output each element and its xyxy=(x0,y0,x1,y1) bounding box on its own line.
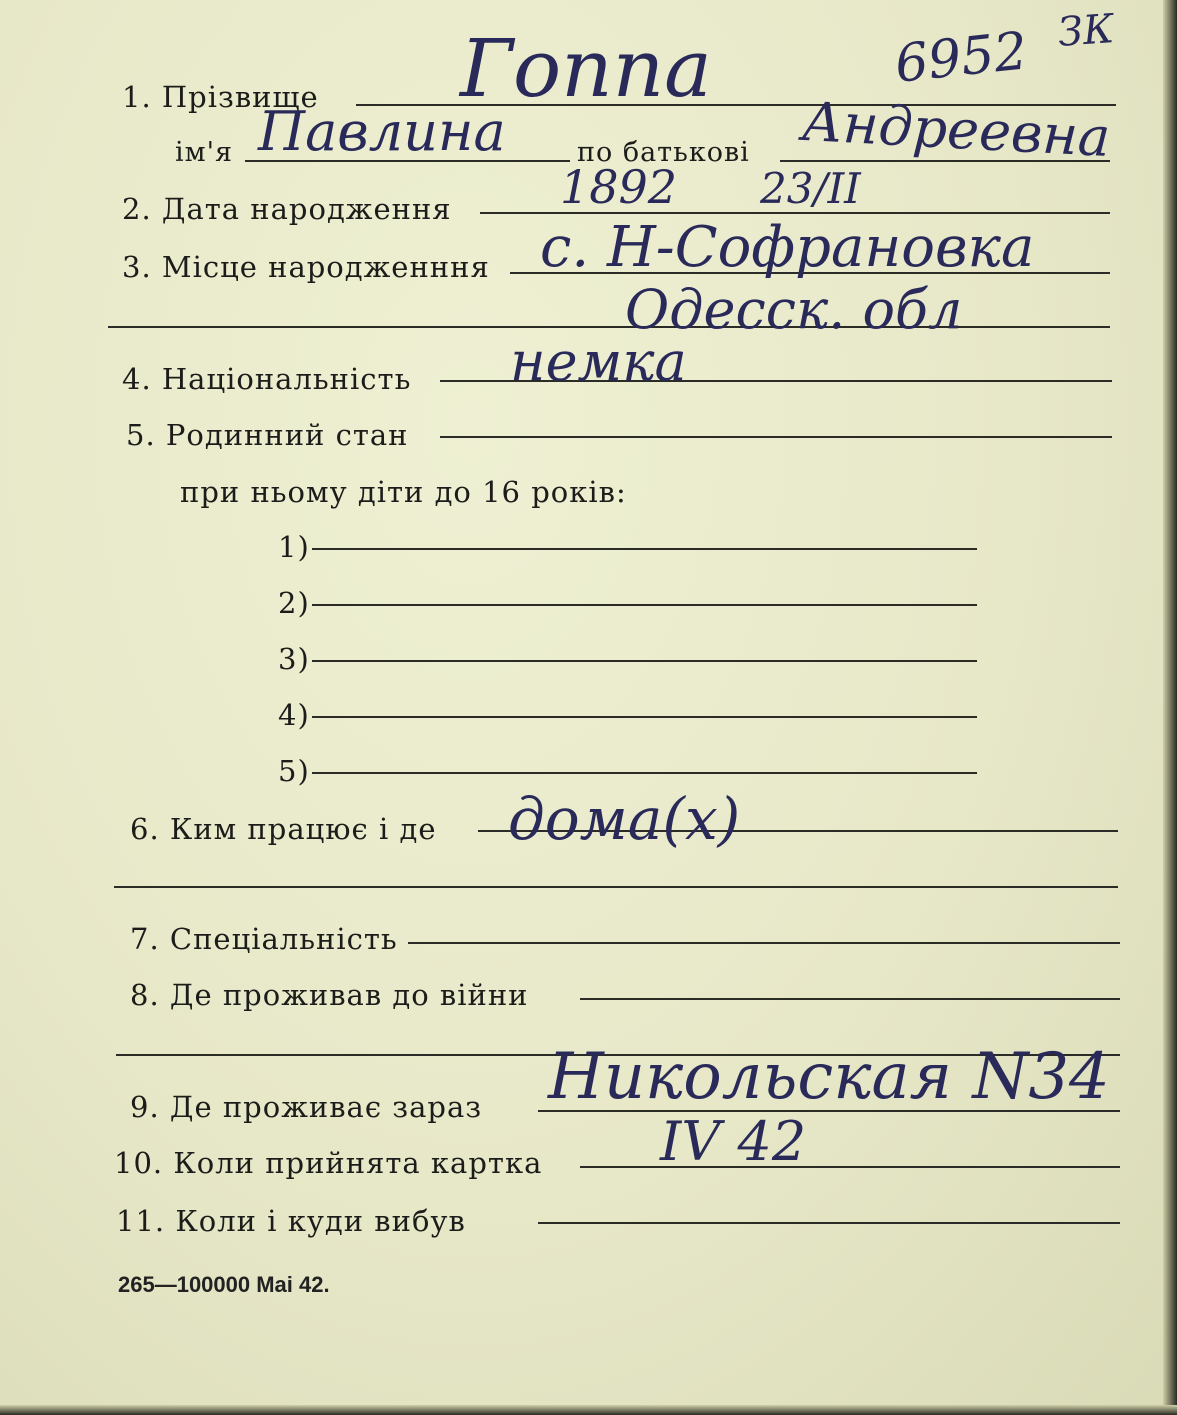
child-5-label: 5) xyxy=(278,754,310,788)
specialty-line xyxy=(408,942,1120,944)
child-5-line xyxy=(312,772,977,774)
field-11-departure-label: 11. Коли і куди вибув xyxy=(116,1204,466,1238)
field-10-card-date-label: 10. Коли прийнята картка xyxy=(114,1146,543,1180)
child-1-label: 1) xyxy=(278,530,310,564)
child-3-line xyxy=(312,660,977,662)
current-address-value: Никольская N34 xyxy=(548,1040,1110,1114)
field-2-birthdate-label: 2. Дата народження xyxy=(122,192,452,226)
birth-day-value: 23/II xyxy=(760,164,861,213)
field-4-nationality-label: 4. Національність xyxy=(122,362,412,396)
print-run-footer: 265—100000 Mai 42. xyxy=(118,1272,330,1297)
birthplace-value-2: Одесск. обл xyxy=(625,278,963,341)
occupation-line-2 xyxy=(114,886,1118,888)
child-4-line xyxy=(312,716,977,718)
birth-year-value: 1892 xyxy=(560,160,678,214)
occupation-value: дома(х) xyxy=(508,785,741,853)
card-date-value: IV 42 xyxy=(660,1110,807,1173)
prewar-address-line-1 xyxy=(580,998,1120,1000)
child-1-line xyxy=(312,548,977,550)
surname-value: Гоппа xyxy=(460,22,712,115)
field-6-occupation-label: 6. Ким працює і де xyxy=(130,812,437,846)
departure-line xyxy=(538,1222,1120,1224)
card-number: 6952 xyxy=(892,21,1031,95)
field-7-specialty-label: 7. Спеціальність xyxy=(130,922,398,956)
child-2-line xyxy=(312,604,977,606)
nationality-value: немка xyxy=(510,330,687,393)
children-label: при ньому діти до 16 років: xyxy=(180,475,627,509)
card-right-edge xyxy=(1163,0,1177,1415)
field-8-prewar-address-label: 8. Де проживав до війни xyxy=(130,978,529,1012)
birthplace-value-1: с. Н-Софрановка xyxy=(540,215,1035,280)
child-3-label: 3) xyxy=(278,642,310,676)
patronymic-label: по батькові xyxy=(577,137,750,168)
field-9-current-address-label: 9. Де проживає зараз xyxy=(130,1090,483,1124)
field-5-marital-label: 5. Родинний стан xyxy=(126,418,409,452)
patronymic-value: Андреевна xyxy=(800,89,1112,170)
first-name-label: ім'я xyxy=(175,137,234,168)
child-4-label: 4) xyxy=(278,698,310,732)
marital-line xyxy=(440,436,1112,438)
card-bottom-edge xyxy=(0,1405,1177,1415)
field-1-surname-label: 1. Прізвище xyxy=(122,80,319,114)
first-name-value: Павлина xyxy=(258,100,506,163)
card-number-suffix: ЗК xyxy=(1056,6,1116,56)
field-3-birthplace-label: 3. Місце народженння xyxy=(122,250,490,284)
child-2-label: 2) xyxy=(278,586,310,620)
